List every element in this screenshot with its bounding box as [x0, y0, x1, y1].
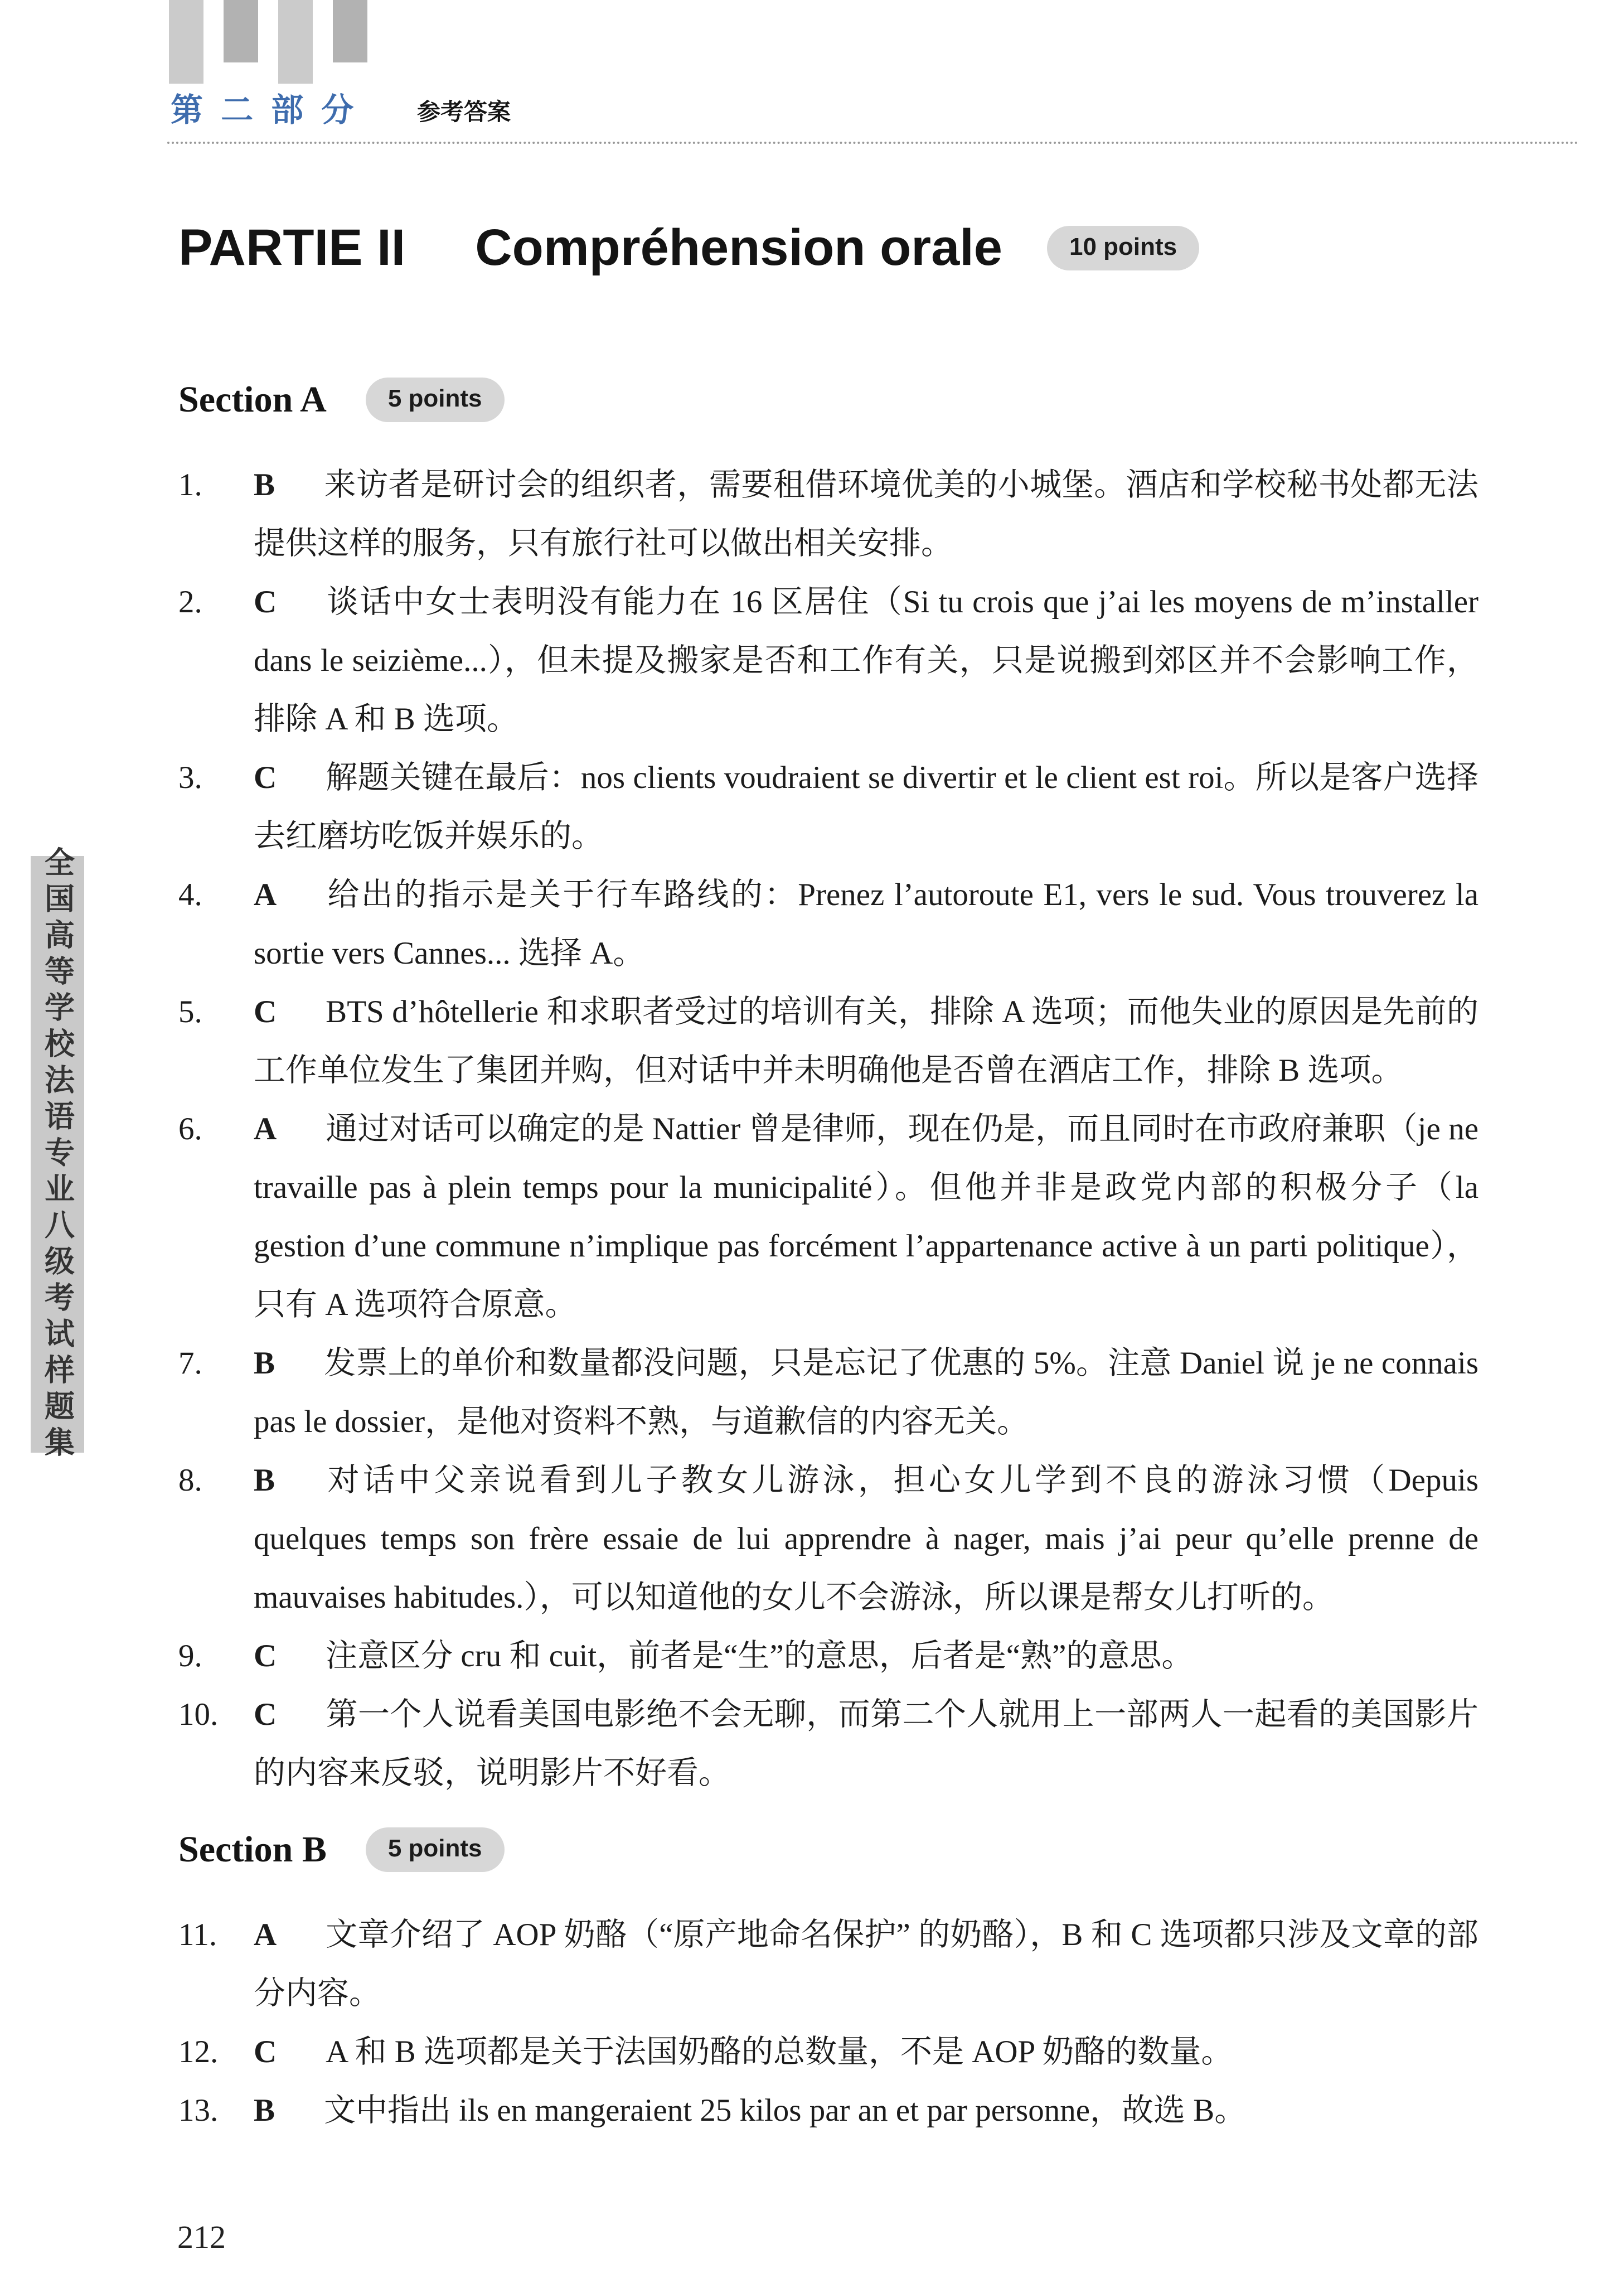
answer-letter: B	[254, 2093, 275, 2128]
item-explanation: 来访者是研讨会的组织者，需要租借环境优美的小城堡。酒店和学校秘书处都无法提供这样的服务，只有旅行社可以做出相关安排。	[254, 467, 1478, 561]
item-explanation: 解题关键在最后：nos clients voudraient se divertir et le client est roi。所以是客户选择去红磨坊吃饭并娱乐的。	[254, 760, 1478, 854]
item-text	[254, 573, 1478, 748]
answer-item	[178, 573, 1478, 748]
item-text	[254, 1334, 1478, 1451]
item-number: 1.	[178, 467, 202, 502]
answer-letter: A	[254, 877, 277, 912]
item-text	[254, 865, 1478, 983]
answer-item	[178, 983, 1478, 1100]
answer-letter: A	[254, 1917, 277, 1952]
main-content	[178, 219, 1478, 2140]
answer-letter: C	[254, 1697, 277, 1732]
item-number: 3.	[178, 760, 202, 795]
item-text	[254, 2023, 1478, 2081]
item-explanation: 注意区分 cru 和 cuit，前者是“生”的意思，后者是“熟”的意思。	[326, 1638, 1194, 1673]
item-text	[254, 1627, 1478, 1685]
decorative-bar	[224, 0, 258, 62]
section-a-label: Section A	[178, 379, 327, 420]
answer-item	[178, 1685, 1478, 1802]
header-sub-label: 参考答案	[417, 99, 511, 125]
answer-item	[178, 1334, 1478, 1451]
item-number: 8.	[178, 1463, 202, 1498]
answer-item	[178, 1627, 1478, 1685]
item-number: 11.	[178, 1917, 217, 1952]
item-explanation: 谈话中女士表明没有能力在 16 区居住（Si tu crois que j’ai les moyens de m’installer dans le seizième...），但未提及搬家是否和工作有关，只是说搬到郊区并不会影响工作，排除 A 和 B 选项。	[254, 584, 1478, 737]
answer-item	[178, 748, 1478, 865]
item-number: 7.	[178, 1346, 202, 1381]
item-text	[254, 1905, 1478, 2023]
item-number: 12.	[178, 2034, 219, 2069]
item-explanation: 文章介绍了 AOP 奶酪（“原产地命名保护” 的奶酪），B 和 C 选项都只涉及文章的部分内容。	[254, 1917, 1478, 2011]
book-series-title: 全国高等学校法语专业八级考试样题集	[40, 846, 74, 1463]
page-number: 212	[177, 2219, 226, 2255]
item-number: 6.	[178, 1111, 202, 1147]
section-b-points-badge: 5 points	[366, 1827, 505, 1872]
section-a-items	[178, 456, 1478, 1802]
item-explanation: 文中指出 ils en mangeraient 25 kilos par an et par personne，故选 B。	[324, 2093, 1247, 2128]
item-number: 10.	[178, 1697, 219, 1732]
item-explanation: 发票上的单价和数量都没问题，只是忘记了优惠的 5%。注意 Daniel 说 je ne connais pas le dossier，是他对资料不熟，与道歉信的内容无关。	[254, 1346, 1478, 1439]
item-number: 9.	[178, 1638, 202, 1673]
answer-letter: C	[254, 760, 277, 795]
answer-letter: C	[254, 584, 277, 620]
answer-item	[178, 1905, 1478, 2023]
book-series-sidebar	[31, 846, 84, 1463]
section-b-items	[178, 1905, 1478, 2140]
answer-letter: C	[254, 994, 277, 1029]
answer-item	[178, 456, 1478, 573]
section-b-heading	[178, 1827, 1478, 1872]
decorative-bar	[169, 0, 203, 84]
title-name-label: Compréhension orale	[475, 219, 1002, 276]
page-title	[178, 219, 1478, 277]
header-divider	[167, 142, 1579, 144]
item-number: 4.	[178, 877, 202, 912]
item-text	[254, 748, 1478, 865]
item-explanation: 给出的指示是关于行车路线的：Prenez l’autoroute E1, vers le sud. Vous trouverez la sortie vers Cannes... 选择 A。	[254, 877, 1478, 971]
answer-item	[178, 1451, 1478, 1627]
answer-letter: B	[254, 467, 275, 502]
answer-letter: C	[254, 2034, 277, 2069]
title-points-badge: 10 points	[1047, 226, 1199, 270]
answer-letter: A	[254, 1111, 277, 1147]
item-explanation: 通过对话可以确定的是 Nattier 曾是律师，现在仍是，而且同时在市政府兼职（je ne travaille pas à plein temps pour la municipalité）。但他并非是政党内部的积极分子（la gestion d’une commune n’implique pas forcément l’appartenance active à un parti politique），只有 A 选项符合原意。	[254, 1111, 1478, 1322]
item-explanation: 对话中父亲说看到儿子教女儿游泳，担心女儿学到不良的游泳习惯（Depuis quelques temps son frère essaie de lui apprendre à nager, mais j’ai peur qu’elle prenne de mauvaises habitudes.），可以知道他的女儿不会游泳，所以课是帮女儿打听的。	[254, 1463, 1478, 1615]
title-part-label: PARTIE II	[178, 219, 406, 276]
answer-item	[178, 865, 1478, 983]
answer-item	[178, 2081, 1478, 2140]
answer-item	[178, 1100, 1478, 1334]
answer-letter: B	[254, 1463, 275, 1498]
answer-item	[178, 2023, 1478, 2081]
item-number: 13.	[178, 2093, 219, 2128]
section-b-label: Section B	[178, 1829, 327, 1870]
item-number: 2.	[178, 584, 202, 620]
item-explanation: A 和 B 选项都是关于法国奶酪的总数量，不是 AOP 奶酪的数量。	[326, 2034, 1233, 2069]
section-a-points-badge: 5 points	[366, 378, 505, 422]
item-number: 5.	[178, 994, 202, 1029]
decorative-bar	[333, 0, 367, 62]
header-part-label: 第 二 部 分	[171, 92, 358, 128]
header-decoration	[169, 0, 367, 84]
answer-letter: C	[254, 1638, 277, 1673]
answer-letter: B	[254, 1346, 275, 1381]
item-text	[254, 983, 1478, 1100]
item-text	[254, 2081, 1478, 2140]
section-a-heading	[178, 378, 1478, 422]
item-text	[254, 1100, 1478, 1334]
item-explanation: BTS d’hôtellerie 和求职者受过的培训有关，排除 A 选项；而他失业的原因是先前的工作单位发生了集团并购，但对话中并未明确他是否曾在酒店工作，排除 B 选项。	[254, 994, 1478, 1088]
item-text	[254, 1451, 1478, 1627]
item-explanation: 第一个人说看美国电影绝不会无聊，而第二个人就用上一部两人一起看的美国影片的内容来反驳，说明影片不好看。	[254, 1697, 1478, 1791]
item-text	[254, 456, 1478, 573]
item-text	[254, 1685, 1478, 1802]
decorative-bar	[278, 0, 313, 84]
